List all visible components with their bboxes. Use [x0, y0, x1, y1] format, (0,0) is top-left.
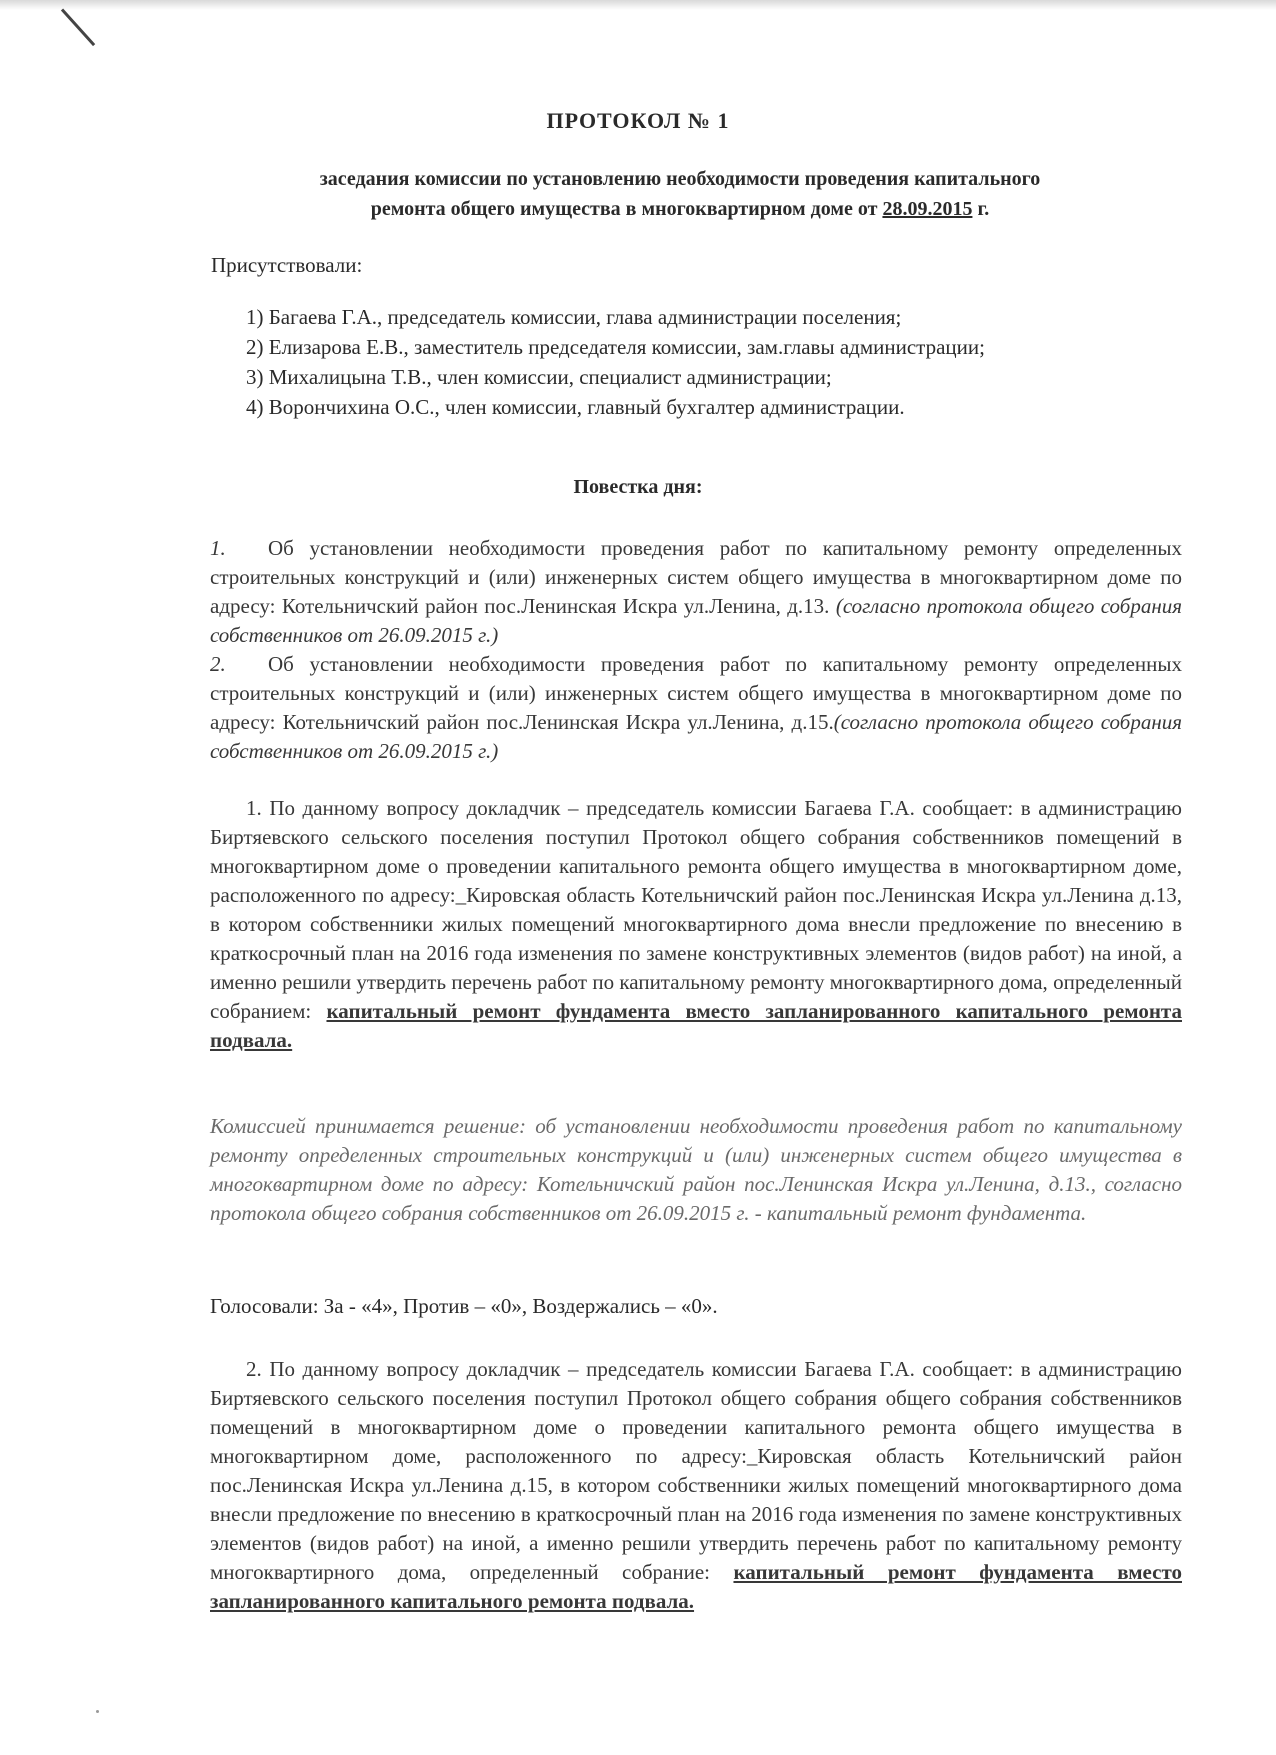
- subtitle-line2: ремонта общего имущества в многоквартирном доме от: [370, 198, 883, 220]
- vote-result: Голосовали: За - «4», Против – «0», Воздержались – «0».: [210, 1294, 718, 1318]
- item2-text: 2. По данному вопросу докладчик – председатель комиссии Багаева Г.А. сообщает: в администрацию Биртяевского сельского поселения поступил Протокол общего собрания общего собрания собственников помещений в многоквартирном доме о проведении капитального ремонта общего имущества в многоквартирном доме, расположенного по адресу:_Кировская область Котельничский район пос.Ленинская Искра ул.Ленина д.15, в котором собственники жилых помещений многоквартирного дома внесли предложение по внесению в краткосрочный план на 2016 года изменения по замене конструктивных элементов (видов работ) на иной, а именно решили утвердить перечень работ по капитальному ремонту многоквартирного дома, определенный собрание:: [210, 1357, 1182, 1584]
- document-title: ПРОТОКОЛ № 1: [546, 108, 730, 133]
- agenda-item: [210, 534, 1182, 650]
- agenda-item-note: (согласно протокола общего собрания собственников от 26.09.2015 г.): [210, 710, 1183, 763]
- agenda-title: Повестка дня:: [573, 476, 703, 498]
- attendee-item: 3) Михалицына Т.В., член комиссии, специалист администрации;: [246, 365, 832, 389]
- scan-speck: [96, 1710, 99, 1713]
- agenda-item-number: 1.: [210, 536, 226, 560]
- attendee-list: [246, 302, 1206, 422]
- subtitle-suffix: г.: [972, 198, 990, 220]
- attendee-item: 2) Елизарова Е.В., заместитель председателя комиссии, зам.главы администрации;: [246, 335, 985, 359]
- item1-paragraph: [210, 794, 1182, 1055]
- item2-paragraph: [210, 1355, 1182, 1616]
- agenda-list: [210, 534, 1182, 766]
- agenda-item-number: 2.: [210, 652, 226, 676]
- subtitle-line1: заседания комиссии по установлению необходимости проведения капитального: [319, 168, 1041, 190]
- item1-text: 1. По данному вопросу докладчик – председатель комиссии Багаева Г.А. сообщает: в администрацию Биртяевского сельского поселения поступил Протокол общего собрания собственников помещений в многоквартирном доме о проведении капитального ремонта общего имущества в многоквартирном доме, расположенного по адресу:_Кировская область Котельничский район пос.Ленинская Искра ул.Ленина д.13, в котором собственники жилых помещений многоквартирного дома внесли предложение по внесению в краткосрочный план на 2016 года изменения по замене конструктивных элементов (видов работ) на иной, а именно решили утвердить перечень работ по капитальному ремонту многоквартирного дома, определенный собранием:: [210, 796, 1182, 1023]
- meeting-date: 28.09.2015: [882, 198, 973, 220]
- agenda-item: [210, 650, 1182, 766]
- attendee-item: 4) Ворончихина О.С., член комиссии, главный бухгалтер администрации.: [246, 395, 905, 419]
- agenda-item-note: (согласно протокола общего собрания собственников от 26.09.2015 г.): [210, 594, 1183, 647]
- item2-decision: капитальный ремонт фундамента вместо запланированного капитального ремонта подвала.: [210, 1560, 1182, 1613]
- commission-decision: Комиссией принимается решение: об установлении необходимости проведения работ по капитальному ремонту определенных строительных конструкций и (или) инженерных систем общего имущества в многоквартирном доме по адресу: Котельничский район пос.Ленинская Искра ул.Ленина, д.13., согласно протокола общего собрания собственников от 26.09.2015 г. - капитальный ремонт фундамента.: [210, 1114, 1182, 1225]
- agenda-item-text: Об установлении необходимости проведения работ по капитальному ремонту определенных строительных конструкций и (или) инженерных систем общего имущества в многоквартирном доме по адресу: Котельничский район пос.Ленинская Искра ул.Ленина, д.15.: [210, 652, 1182, 734]
- attendee-item: 1) Багаева Г.А., председатель комиссии, глава администрации поселения;: [246, 305, 902, 329]
- present-label: Присутствовали:: [211, 253, 363, 277]
- item1-decision: капитальный ремонт фундамента вместо запланированного капитального ремонта подвала.: [210, 999, 1182, 1052]
- agenda-item-text: Об установлении необходимости проведения работ по капитальному ремонту определенных строительных конструкций и (или) инженерных систем общего имущества в многоквартирном доме по адресу: Котельничский район пос.Ленинская Искра ул.Ленина, д.13.: [210, 536, 1182, 618]
- document-subtitle: [200, 164, 1160, 224]
